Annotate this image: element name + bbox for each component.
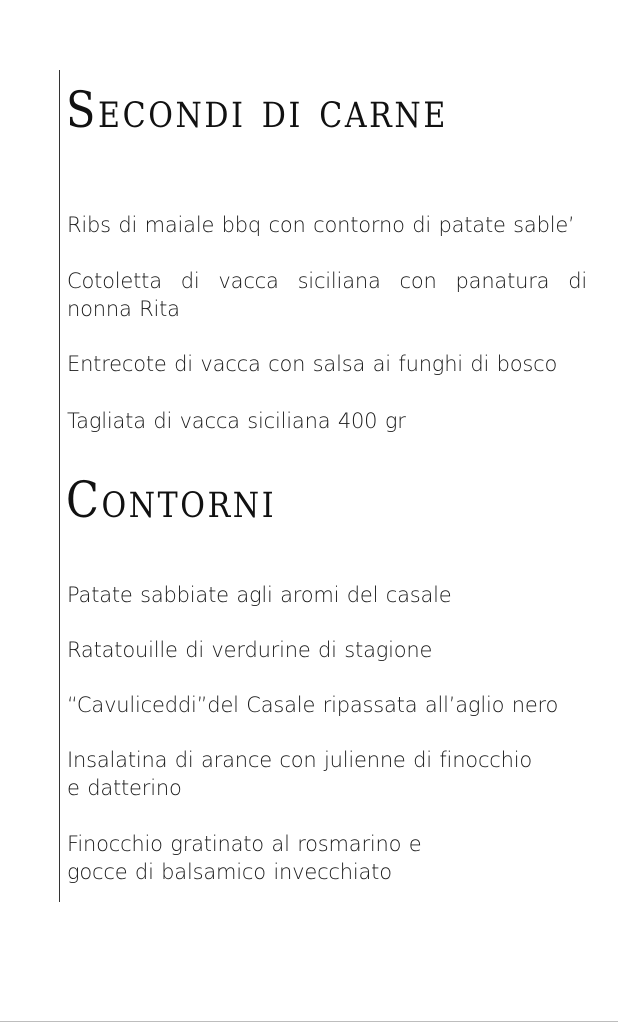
menu-item-ribs: Ribs di maiale bbq con contorno di patate sable’ xyxy=(67,213,575,237)
menu-item-finocchio-gratinato: Finocchio gratinato al rosmarino e gocce di balsamico invecchiato xyxy=(67,832,422,884)
menu-item-cotoletta: Cotoletta di vacca siciliana con panatura di nonna Rita xyxy=(67,269,587,321)
bottom-border xyxy=(0,1021,618,1022)
vertical-divider xyxy=(59,70,60,902)
section-title-secondi-di-carne: Secondi di carne xyxy=(66,81,448,139)
menu-item-insalatina-arance: Insalatina di arance con julienne di finocchio e datterino xyxy=(67,748,533,800)
section-title-contorni: Contorni xyxy=(66,471,277,529)
menu-item-ratatouille: Ratatouille di verdurine di stagione xyxy=(67,638,433,662)
menu-item-cavuliceddi: “Cavuliceddi”del Casale ripassata all’aglio nero xyxy=(67,693,559,717)
menu-item-entrecote: Entrecote di vacca con salsa ai funghi di bosco xyxy=(67,352,558,376)
menu-item-tagliata: Tagliata di vacca siciliana 400 gr xyxy=(67,409,406,433)
menu-item-patate-sabbiate: Patate sabbiate agli aromi del casale xyxy=(67,583,452,607)
